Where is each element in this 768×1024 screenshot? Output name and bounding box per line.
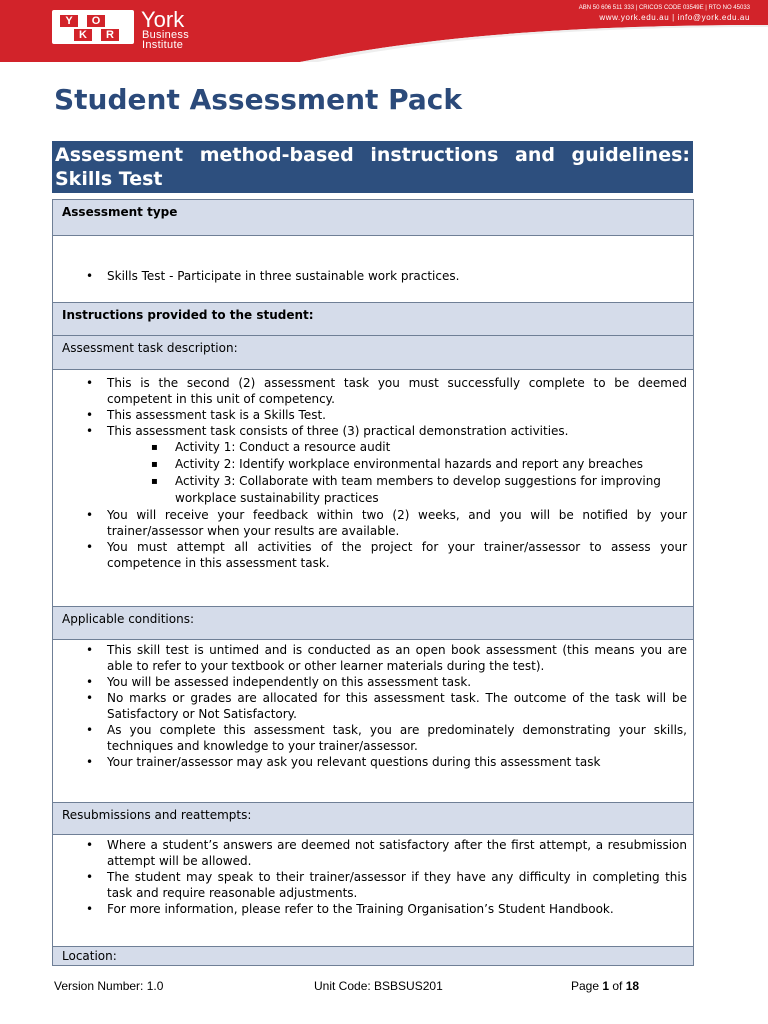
document-title: Student Assessment Pack: [54, 83, 463, 116]
conditions-label: Applicable conditions:: [62, 612, 194, 626]
assessment-table: [52, 199, 694, 966]
page-current: 1: [602, 979, 610, 993]
assessment-type-row: [53, 200, 693, 236]
list-item: • As you complete this assessment task, you are predominately demonstrating your skills, techniques and knowledge to your trainer/assessor.: [53, 722, 693, 754]
activities-list: [107, 439, 687, 507]
logo-letter-o: O: [87, 15, 105, 27]
logo-letter-y: Y: [60, 15, 78, 27]
page-total: 18: [625, 979, 640, 993]
footer-version: Version Number: 1.0: [54, 979, 164, 993]
section-heading: [52, 141, 693, 193]
list-item: • You will be assessed independently on this assessment task.: [53, 674, 693, 690]
task-description-row: [53, 336, 693, 370]
registration-numbers: ABN 50 606 511 333 | CRICOS CODE 03549E | RTO NO 45033: [578, 5, 750, 11]
resubmissions-list: [53, 837, 693, 917]
assessment-type-label: Assessment type: [62, 205, 178, 219]
instructions-row: [53, 303, 693, 336]
resubmissions-label: Resubmissions and reattempts:: [62, 808, 252, 822]
conditions-row: [53, 607, 693, 640]
task-description-list: [53, 375, 693, 571]
task-description-content: [53, 370, 693, 607]
list-item: [53, 423, 693, 507]
list-item: • You will receive your feedback within two (2) weeks, and you will be notified by your trainer/assessor when your results are available.: [53, 507, 693, 539]
york-logo[interactable]: [52, 10, 134, 44]
logo-letter-r: R: [101, 29, 119, 41]
list-item: • Your trainer/assessor may ask you relevant questions during this assessment task: [53, 754, 693, 770]
list-item: • No marks or grades are allocated for this assessment task. The outcome of the task will be Satisfactory or Not Satisfactory.: [53, 690, 693, 722]
list-item: • Where a student’s answers are deemed not satisfactory after the first attempt, a resubmission attempt will be allowed.: [53, 837, 693, 869]
contact-links[interactable]: www.york.edu.au | info@york.edu.au: [599, 13, 750, 22]
activity-item: ▪ Activity 1: Conduct a resource audit: [107, 439, 687, 456]
brand-sub-line-2: Institute: [142, 39, 184, 51]
section-heading-line-1: Assessment method-based instructions and guidelines:: [55, 144, 690, 166]
activity-item: ▪ Activity 2: Identify workplace environmental hazards and report any breaches: [107, 456, 687, 473]
conditions-content: [53, 640, 693, 803]
location-label: Location:: [62, 949, 117, 963]
logo-letter-k: K: [74, 29, 92, 41]
list-item: • Skills Test - Participate in three sustainable work practices.: [53, 268, 693, 284]
list-item: • You must attempt all activities of the project for your trainer/assessor to assess your competence in this assessment task.: [53, 539, 693, 571]
list-item-text: This assessment task consists of three (3) practical demonstration activities.: [107, 424, 569, 438]
resubmissions-content: [53, 835, 693, 947]
list-item: • The student may speak to their trainer/assessor if they have any difficulty in completing this task and require reasonable adjustments.: [53, 869, 693, 901]
task-description-label: Assessment task description:: [62, 341, 238, 355]
page-mid: of: [609, 979, 626, 993]
footer-unit-code: Unit Code: BSBSUS201: [314, 979, 443, 993]
activity-item: ▪ Activity 3: Collaborate with team members to develop suggestions for improving workplace sustainability practices: [107, 473, 687, 507]
list-item: • For more information, please refer to the Training Organisation’s Student Handbook.: [53, 901, 693, 917]
list-item: • This assessment task is a Skills Test.: [53, 407, 693, 423]
page-prefix: Page: [571, 979, 603, 993]
assessment-type-list: [53, 268, 693, 284]
instructions-label: Instructions provided to the student:: [62, 308, 314, 322]
conditions-list: [53, 642, 693, 770]
assessment-type-content: [53, 236, 693, 303]
list-item: • This is the second (2) assessment task you must successfully complete to be deemed competent in this unit of competency.: [53, 375, 693, 407]
resubmissions-row: [53, 803, 693, 835]
list-item: • This skill test is untimed and is conducted as an open book assessment (this means you are able to refer to your textbook or other learner materials during the test).: [53, 642, 693, 674]
location-row: [53, 947, 693, 965]
page-header: [0, 0, 768, 62]
brand-name: York: [141, 7, 185, 32]
brand-subtitle: [142, 30, 189, 50]
section-heading-line-2: Skills Test: [55, 168, 163, 190]
footer-page-number: [571, 979, 639, 993]
brand-sub-line-1: Business: [142, 29, 190, 41]
